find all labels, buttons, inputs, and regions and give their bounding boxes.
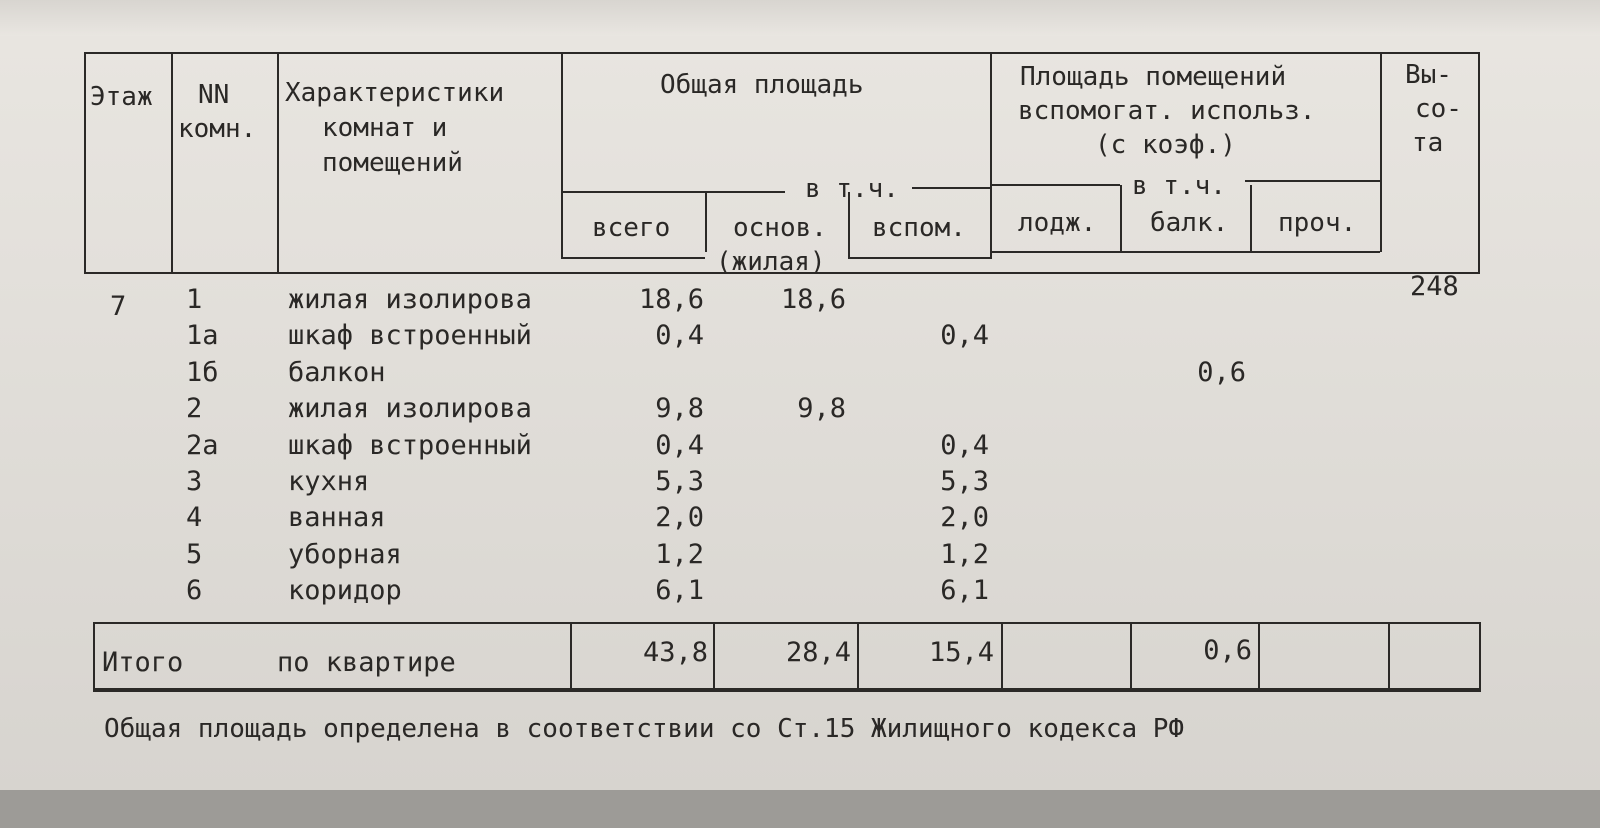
room-main: 9,8	[797, 393, 846, 425]
divider	[561, 52, 563, 259]
room-nn: 1б	[186, 356, 219, 388]
divider	[277, 52, 279, 274]
divider	[848, 257, 990, 259]
header-height-3: та	[1412, 128, 1444, 158]
header-characteristics-3: помещений	[322, 148, 463, 178]
divider	[1380, 52, 1382, 252]
divider	[857, 622, 859, 690]
room-name: шкаф встроенный	[288, 429, 532, 461]
divider	[990, 52, 992, 259]
room-aux: 1,2	[940, 538, 989, 570]
room-total: 0,4	[655, 320, 704, 352]
room-nn: 1а	[186, 320, 219, 352]
divider	[992, 251, 1380, 253]
header-nn: NN	[198, 80, 230, 110]
divider	[1120, 185, 1122, 253]
header-height: Вы-	[1405, 60, 1452, 90]
header-loggia: лодж.	[1018, 208, 1097, 238]
room-aux: 6,1	[940, 575, 989, 607]
header-aux: вспом.	[872, 213, 966, 243]
header-main: основ.	[733, 213, 827, 243]
divider	[1258, 622, 1260, 690]
room-name: балкон	[288, 356, 386, 388]
room-aux: 0,4	[940, 429, 989, 461]
room-name: коридор	[288, 575, 402, 607]
totals-balcony: 0,6	[1203, 635, 1252, 666]
header-aux-area-3: (с коэф.)	[1095, 130, 1236, 160]
room-balcony: 0,6	[1197, 356, 1246, 388]
room-total: 9,8	[655, 393, 704, 425]
header-nn-rooms: комн.	[178, 114, 257, 144]
header-balcony: балк.	[1150, 208, 1229, 238]
totals-aux: 15,4	[928, 637, 994, 668]
totals-main: 28,4	[785, 637, 851, 668]
floor-value: 7	[110, 291, 127, 322]
header-height-2: со-	[1415, 94, 1462, 124]
room-nn: 3	[186, 466, 203, 497]
sheet-shadow	[0, 0, 1600, 36]
room-main: 18,6	[780, 284, 846, 315]
room-name: ванная	[288, 502, 386, 534]
room-aux: 2,0	[940, 502, 989, 534]
divider	[1001, 622, 1003, 690]
room-name: кухня	[288, 466, 370, 497]
divider	[1388, 622, 1390, 690]
room-total: 0,4	[655, 429, 704, 461]
room-name: жилая изолирова	[288, 284, 532, 315]
divider	[705, 192, 707, 252]
divider	[1130, 622, 1132, 690]
header-floor: Этаж	[90, 82, 153, 112]
room-total: 5,3	[655, 466, 704, 497]
room-nn: 1	[186, 284, 203, 315]
totals-label-2: по квартире	[277, 647, 456, 678]
room-nn: 2а	[186, 429, 219, 461]
room-nn: 4	[186, 502, 203, 534]
header-main-living: (жилая)	[716, 247, 826, 277]
divider	[563, 257, 705, 259]
divider	[171, 52, 173, 274]
divider	[992, 184, 1120, 186]
room-name: шкаф встроенный	[288, 320, 532, 352]
totals-total: 43,8	[642, 637, 708, 668]
divider	[1245, 180, 1380, 182]
header-aux-area-2: вспомогат. использ.	[1018, 96, 1316, 126]
room-nn: 2	[186, 393, 203, 425]
room-total: 2,0	[655, 502, 704, 534]
room-name: уборная	[288, 538, 402, 570]
header-characteristics: Характеристики	[285, 78, 505, 108]
divider	[713, 622, 715, 690]
room-total: 18,6	[638, 284, 704, 315]
divider	[1250, 185, 1252, 253]
header-all: всего	[592, 213, 671, 243]
room-name: жилая изолирова	[288, 393, 532, 425]
divider	[93, 688, 1481, 690]
room-nn: 5	[186, 538, 203, 570]
header-other: проч.	[1278, 208, 1357, 238]
totals-label: Итого	[102, 647, 184, 678]
room-total: 1,2	[655, 538, 704, 570]
footnote: Общая площадь определена в соответствии со Ст.15 Жилищного кодекса РФ	[104, 714, 1185, 744]
header-incl-left: в т.ч.	[805, 174, 899, 204]
header-aux-area: Площадь помещений	[1020, 62, 1287, 92]
header-total-area: Общая площадь	[660, 70, 864, 100]
room-aux: 0,4	[940, 320, 989, 352]
room-total: 6,1	[655, 575, 704, 607]
header-incl-right: в т.ч.	[1132, 171, 1226, 201]
room-aux: 5,3	[940, 466, 989, 497]
divider	[563, 191, 785, 193]
height-value: 248	[1410, 271, 1459, 302]
divider	[570, 622, 572, 690]
divider	[912, 187, 990, 189]
room-nn: 6	[186, 575, 203, 607]
header-characteristics-2: комнат и	[322, 113, 448, 143]
